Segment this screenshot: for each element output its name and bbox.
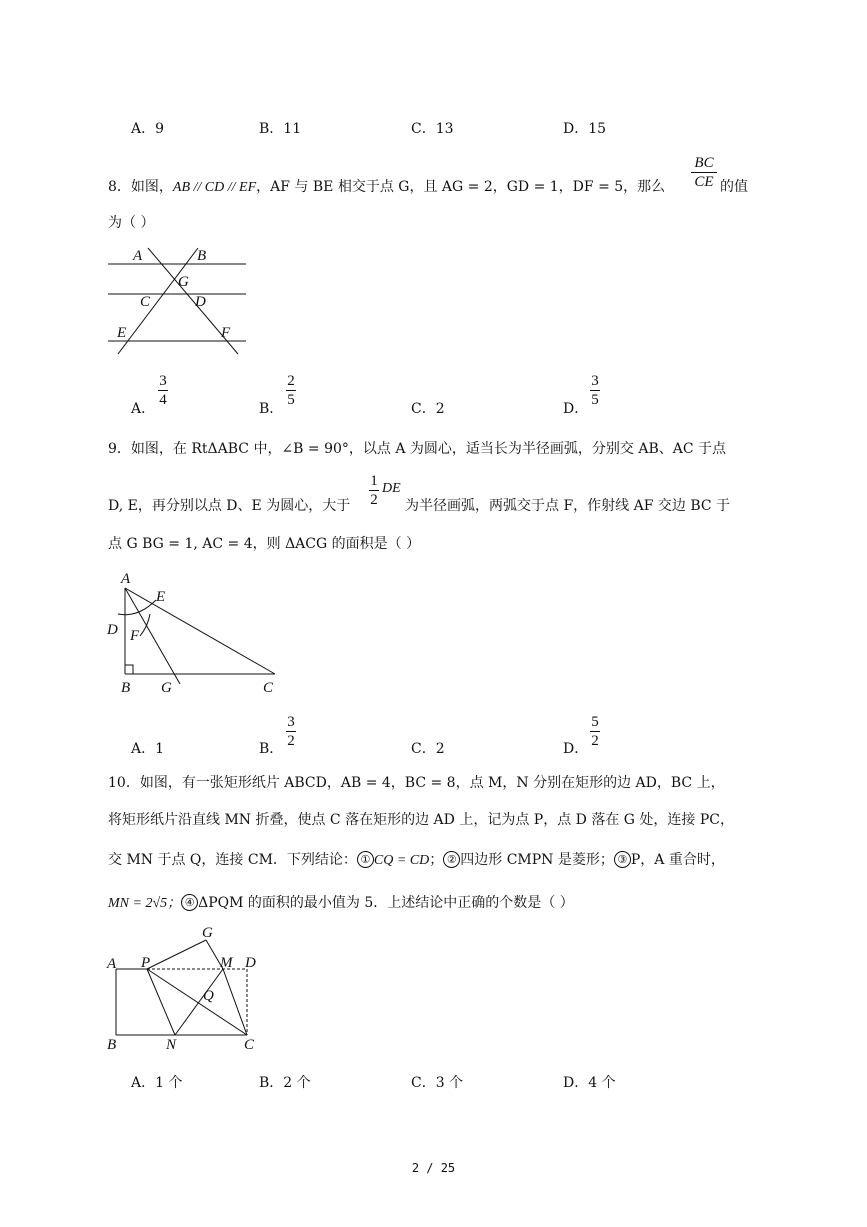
q8-figure: [100, 244, 260, 360]
q8-conditions: ，AF 与 BE 相交于点 G，且 AG = 2，GD = 1，DF = 5，那么: [256, 179, 666, 195]
q9-side-ac: [125, 588, 275, 674]
q9-option-a: A．1: [131, 741, 165, 757]
q8-option-c: C．2: [411, 401, 445, 417]
q10-label-a: A: [107, 956, 117, 972]
q9-label-d: D: [107, 622, 118, 638]
q9-option-b-num: 3: [287, 714, 295, 730]
q10-option-c: C．3 个: [411, 1075, 464, 1091]
q9-option-d-label: D．: [563, 741, 589, 757]
q7-option-b: B．11: [259, 121, 302, 137]
q10-label-d: D: [245, 955, 256, 971]
q9-option-c: C．2: [411, 741, 445, 757]
q8-ratio-fraction: [689, 154, 719, 191]
q10-conclusion-2-mark: ②: [443, 851, 460, 868]
q10-line-pn: [147, 969, 175, 1035]
q8-option-b-label: B．: [259, 401, 284, 417]
q10-label-g: G: [202, 925, 213, 941]
q8-option-a-label: A．: [131, 401, 156, 417]
q9-option-b-fraction: [282, 713, 300, 750]
q10-fold-pg: [147, 940, 206, 969]
q10-option-b: B．2 个: [259, 1075, 311, 1091]
q10-line-cm: [223, 969, 247, 1035]
q9-label-c: C: [263, 680, 274, 696]
q10-line-mn: [175, 969, 223, 1035]
q9-right-angle-mark: [125, 665, 133, 674]
q8-option-b-fraction: [282, 372, 300, 409]
page-number: 2 / 25: [411, 1161, 456, 1175]
q10-conclusion-1: CQ = CD: [373, 853, 430, 868]
q10-conclusion-4: ΔPQM 的面积的最小值为 5．上述结论中正确的个数是（ ）: [198, 895, 574, 911]
q10-option-a: A．1 个: [131, 1075, 183, 1091]
q8-ratio-numerator: BC: [694, 155, 714, 171]
q10-label-q: Q: [203, 988, 214, 1004]
q10-conclusion-4-mark: ④: [181, 894, 198, 911]
q10-line-pc: [147, 969, 247, 1035]
q9-stem-line1: 9．如图，在 RtΔABC 中，∠B = 90°，以点 A 为圆心，适当长为半径画弧，分别交 AB、AC 于点: [108, 441, 727, 457]
q9-half-num: 1: [370, 473, 378, 489]
q10-label-p: P: [141, 955, 151, 971]
q9-stem-line2c: 为半径画弧，两弧交于点 F，作射线 AF 交边 BC 于: [405, 498, 731, 514]
q9-figure: [100, 566, 290, 696]
q8-label-d: D: [195, 294, 206, 310]
q10-label-c: C: [244, 1037, 255, 1053]
q8-option-d-fraction: [586, 372, 604, 409]
q10-conclusion-3-mark: ③: [614, 851, 631, 868]
q9-option-b-label: B．: [259, 741, 284, 757]
q9-option-d-den: 2: [591, 733, 599, 749]
q10-conclusion-1-mark: ①: [357, 851, 374, 868]
q8-stem-line1: [108, 176, 665, 196]
q8-parallel-condition: AB // CD // EF: [172, 180, 257, 195]
q9-label-a: A: [121, 571, 131, 587]
q9-stem-line2a: D, E，再分别以点 D、E 为圆心，大于: [108, 498, 351, 514]
q8-option-b-num: 2: [287, 373, 295, 389]
q9-label-g: G: [161, 680, 172, 696]
q8-label-c: C: [140, 294, 151, 310]
q9-de: DE: [382, 481, 401, 496]
q8-prefix: 8．如图，: [108, 179, 173, 195]
q8-option-d-den: 5: [591, 392, 599, 408]
q10-figure: [100, 922, 280, 1057]
q9-half-den: 2: [370, 492, 378, 508]
q9-option-d-num: 5: [591, 714, 599, 730]
q10-label-b: B: [107, 1037, 117, 1053]
q7-option-c: C．13: [411, 121, 454, 137]
q8-suffix: 的值: [720, 179, 748, 195]
q10-label-m: M: [220, 955, 233, 971]
q7-option-d: D．15: [563, 121, 607, 137]
q8-stem-line2: 为（ ）: [108, 215, 155, 231]
q9-label-f: F: [130, 628, 140, 644]
q10-stem-line2: 将矩形纸片沿直线 MN 折叠，使点 C 落在矩形的边 AD 上，记为点 P，点 D 落在 G 处，连接 PC，: [108, 812, 734, 828]
q7-option-a: A．9: [131, 121, 165, 137]
q10-line3-text: 交 MN 于点 Q，连接 CM．下列结论：: [108, 852, 357, 868]
q10-stem-line3: 交 MN 于点 Q，连接 CM．下列结论： ① CQ = CD； ② 四边形 CMPN 是菱形； ③ P，A 重合时，: [108, 852, 725, 868]
q10-label-n: N: [166, 1037, 177, 1053]
q8-option-a-fraction: [154, 372, 172, 409]
q9-option-d-fraction: [586, 713, 604, 750]
q8-label-a: A: [133, 248, 143, 264]
q8-label-e: E: [117, 325, 127, 341]
q8-label-g: G: [178, 274, 189, 290]
q10-mn-value: MN = 2√5；: [108, 896, 182, 911]
q10-conclusion-2: 四边形 CMPN 是菱形；: [460, 852, 614, 868]
q10-stem-line4: [108, 892, 574, 912]
q9-option-b-den: 2: [287, 733, 295, 749]
q8-option-d-num: 3: [591, 373, 599, 389]
q8-label-b: B: [197, 248, 207, 264]
q8-option-d-label: D．: [563, 401, 589, 417]
q10-conclusion-3: P，A 重合时，: [630, 852, 725, 868]
q8-option-b-den: 5: [287, 392, 295, 408]
q8-option-a-num: 3: [159, 373, 167, 389]
q9-label-e: E: [156, 589, 166, 605]
q9-stem-line3: 点 G BG = 1, AC = 4，则 ΔACG 的面积是（ ）: [108, 536, 421, 552]
q8-ratio-denominator: CE: [694, 174, 714, 190]
q9-half-fraction: [366, 472, 382, 509]
q10-option-d: D．4 个: [563, 1075, 616, 1091]
q10-stem-line1: 10．如图，有一张矩形纸片 ABCD，AB = 4，BC = 8，点 M，N 分别在矩形的边 AD，BC 上，: [108, 775, 725, 791]
q8-option-a-den: 4: [159, 392, 167, 408]
q8-label-f: F: [221, 325, 231, 341]
q9-label-b: B: [121, 680, 131, 696]
